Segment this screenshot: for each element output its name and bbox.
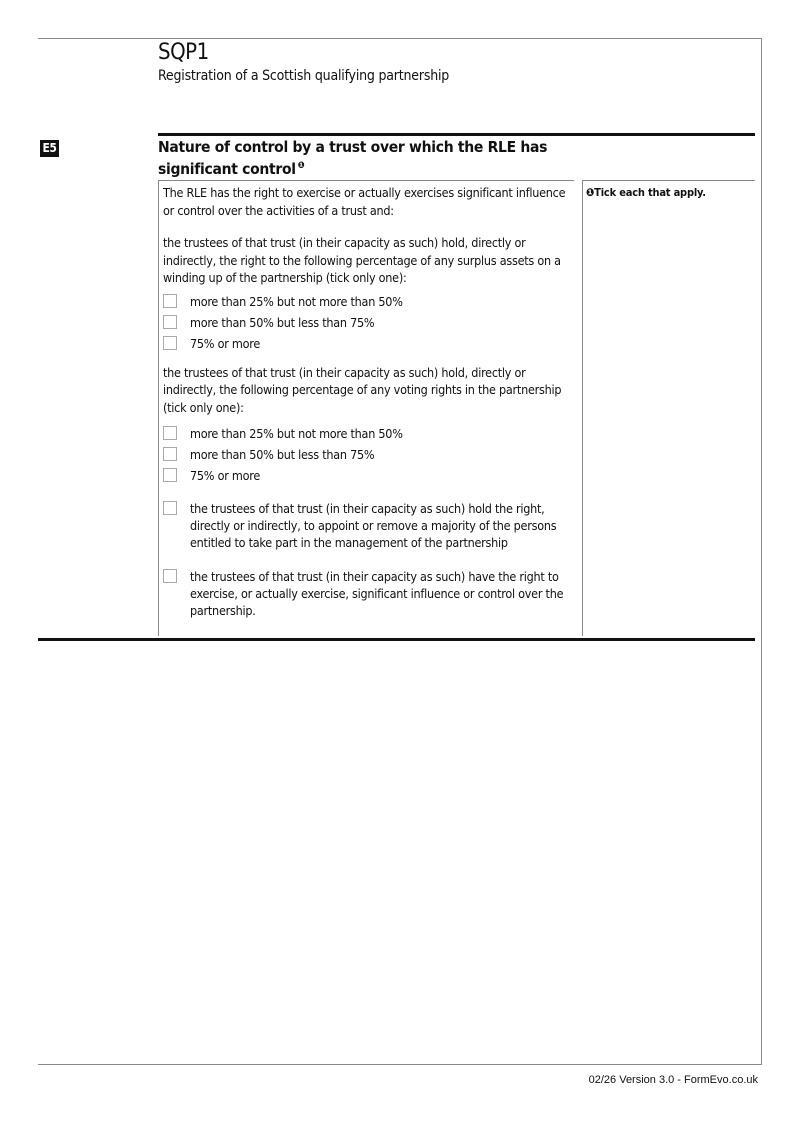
surplus-option-25-50 [163, 293, 575, 314]
section-heading [158, 138, 578, 179]
tick-note: ❶Tick each that apply. [586, 186, 706, 199]
footer-version: 02/26 Version 3.0 - FormEvo.co.uk [588, 1074, 758, 1086]
option-label: more than 25% but not more than 50% [190, 293, 403, 309]
info-marker-icon: ❶ [297, 161, 305, 171]
note-box-top [582, 180, 755, 181]
top-border [38, 38, 761, 39]
appoint-remove-checkbox[interactable] [163, 501, 177, 515]
section-top-rule [158, 133, 755, 136]
voting-50-75-checkbox[interactable] [163, 447, 177, 461]
surplus-assets-options [163, 293, 575, 356]
surplus-option-50-75 [163, 314, 575, 335]
control-options [163, 184, 575, 619]
content-box-left [158, 180, 159, 636]
section-bottom-rule [38, 638, 755, 641]
right-border [761, 38, 762, 1065]
significant-influence-option [163, 568, 575, 619]
surplus-50-75-checkbox[interactable] [163, 315, 177, 329]
bottom-border [38, 1064, 761, 1065]
intro-text: The RLE has the right to exercise or actually exercises significant influence or control over the activities of a trust and: [163, 185, 566, 218]
significant-influence-checkbox[interactable] [163, 569, 177, 583]
option-label: the trustees of that trust (in their capacity as such) have the right to exercise, or actually exercise, significant influence or control over the partnership. [190, 569, 564, 618]
section-badge: E5 [40, 140, 59, 157]
content-box-top [158, 180, 574, 181]
section-heading-text: Nature of control by a trust over which the RLE has significant control [158, 138, 548, 179]
option-label: 75% or more [190, 468, 260, 483]
voting-option-25-50 [163, 425, 575, 446]
option-label: the trustees of that trust (in their capacity as such) hold the right, directly or indirectly, to appoint or remove a majority of the persons entitled to take part in the management of the partnership [190, 501, 557, 550]
form-title: Registration of a Scottish qualifying partnership [158, 68, 450, 84]
surplus-assets-lead: the trustees of that trust (in their capacity as such) hold, directly or indirectly, the right to the following percentage of any surplus assets on a winding up of the partnership (tick only one): [163, 235, 561, 285]
voting-75-plus-checkbox[interactable] [163, 468, 177, 482]
option-label: more than 50% but less than 75% [190, 314, 375, 330]
surplus-25-50-checkbox[interactable] [163, 294, 177, 308]
option-label: more than 25% but not more than 50% [190, 426, 403, 441]
form-code: SQP1 [158, 40, 209, 65]
voting-option-75-plus [163, 467, 575, 488]
voting-rights-options [163, 425, 575, 488]
option-label: 75% or more [190, 335, 260, 351]
surplus-75-plus-checkbox[interactable] [163, 336, 177, 350]
voting-25-50-checkbox[interactable] [163, 426, 177, 440]
voting-option-50-75 [163, 446, 575, 467]
content-box-divider [582, 180, 583, 636]
voting-rights-lead: the trustees of that trust (in their capacity as such) hold, directly or indirectly, the following percentage of any voting rights in the partnership (tick only one): [163, 364, 562, 415]
appoint-remove-option [163, 500, 575, 551]
option-label: more than 50% but less than 75% [190, 447, 375, 462]
surplus-option-75-plus [163, 335, 575, 356]
